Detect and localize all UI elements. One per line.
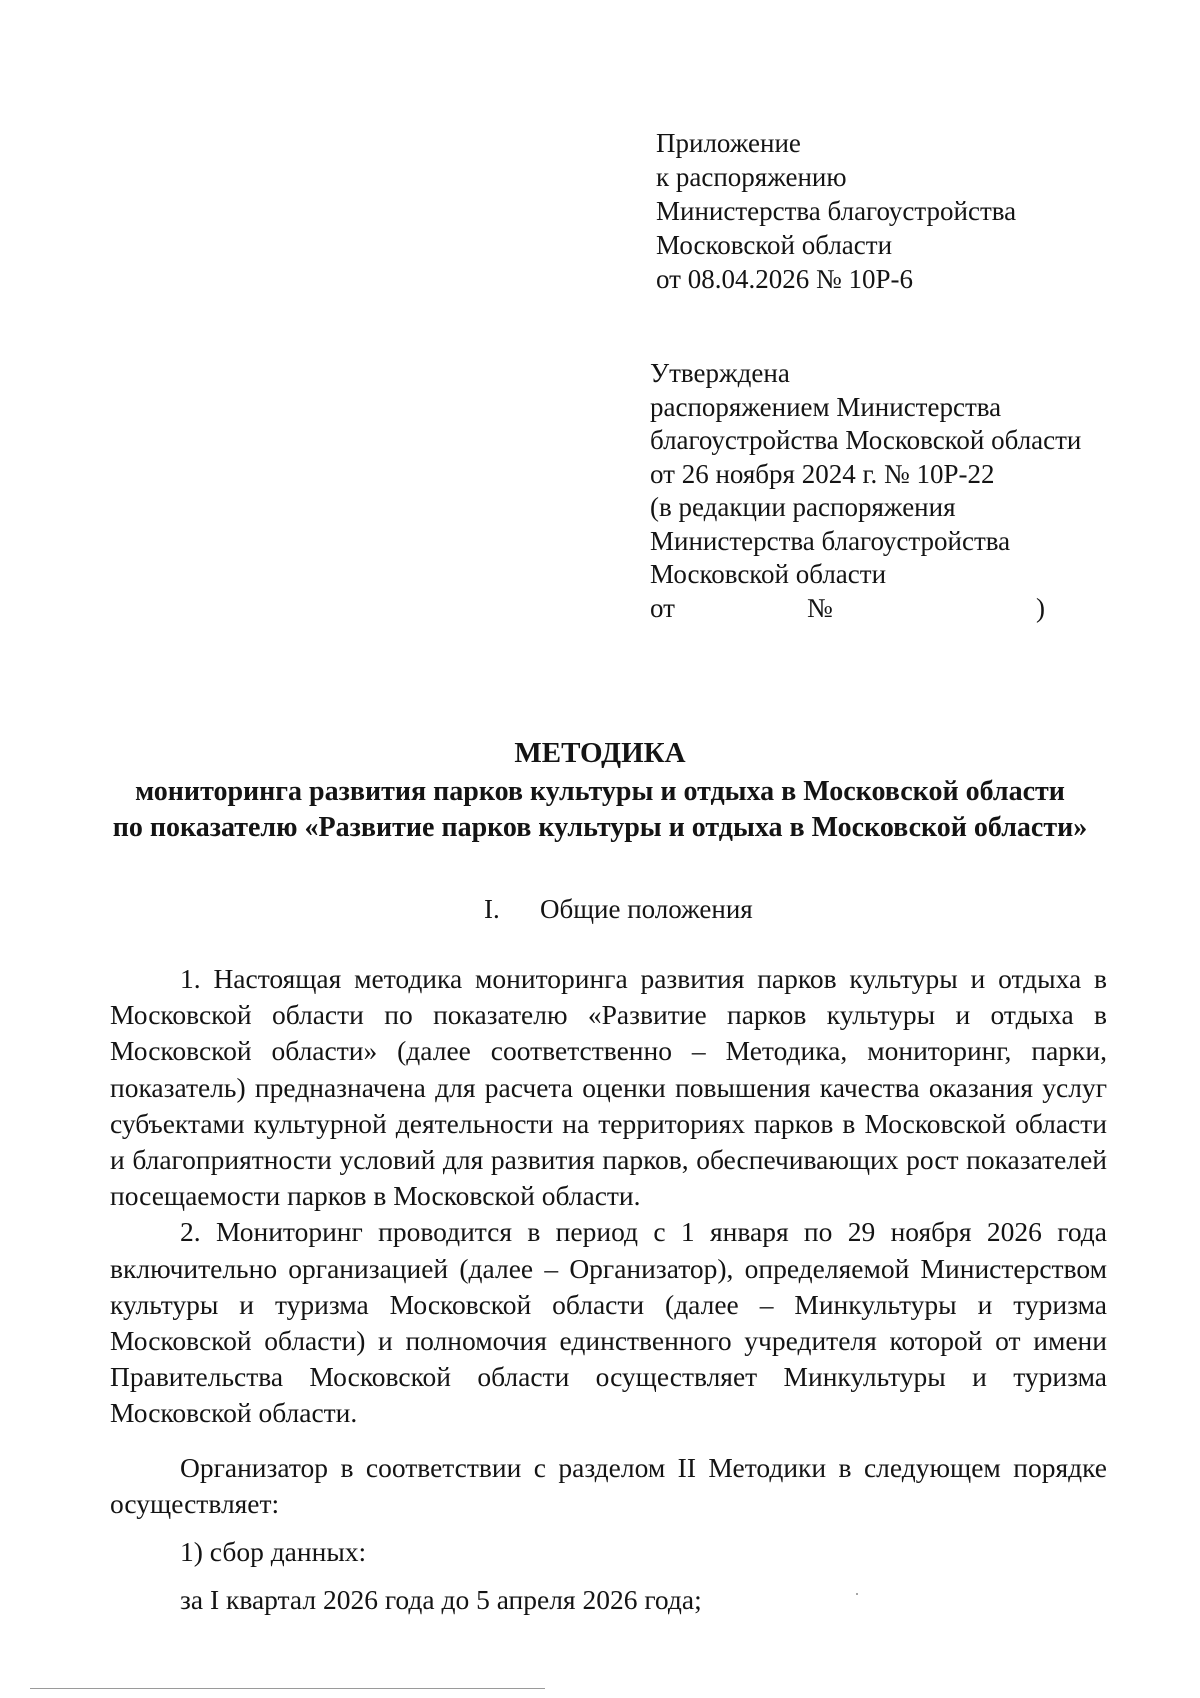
paragraph-3: Организатор в соответствии с разделом II Методики в следующем порядке осуществляет: bbox=[110, 1451, 1107, 1519]
approval-number-label: № bbox=[807, 592, 833, 623]
document-title: МЕТОДИКА bbox=[514, 737, 686, 769]
section-number: I. bbox=[484, 894, 500, 924]
approval-line: Министерства благоустройства bbox=[650, 525, 1011, 556]
approval-line: распоряжением Министерства bbox=[650, 391, 1002, 422]
appendix-line: от 08.04.2026 № 10Р-6 bbox=[656, 264, 913, 294]
approval-line: благоустройства Московской области bbox=[650, 425, 1082, 455]
approval-line: Московской области bbox=[650, 559, 887, 589]
appendix-line: к распоряжению bbox=[656, 162, 847, 192]
footer-rule bbox=[30, 1688, 545, 1689]
paragraph-1: 1. Настоящая методика мониторинга развития парков культуры и отдыха в Московской области по показателю «Развитие парков культуры и отдыха в Московской области» (далее соответственно – Методика, мониторинг, парки, показатель) предназначена для расчета оценки повышения качества оказания услуг субъектами культурной деятельности на территориях парков в Московской области и благоприятности условий для развития парков, обеспечивающих рост показателей посещаемости парков в Московской области. bbox=[110, 963, 1107, 1212]
approval-block bbox=[650, 357, 1081, 626]
document-subtitle-line-2: по показателю «Развитие парков культуры и отдыха в Московской области» bbox=[112, 812, 1088, 843]
approval-ot-label: от bbox=[650, 592, 675, 623]
list-item: за I квартал 2026 года до 5 апреля 2026 года; bbox=[180, 1584, 702, 1616]
approval-closing-paren: ) bbox=[1036, 592, 1045, 623]
approval-line: от 26 ноября 2024 г. № 10Р-22 bbox=[650, 458, 995, 489]
approval-line: Утверждена bbox=[650, 358, 790, 388]
list-item: 1) сбор данных: bbox=[180, 1536, 367, 1568]
scan-speck bbox=[856, 1593, 858, 1595]
document-body bbox=[110, 961, 1107, 1618]
approval-line: (в редакции распоряжения bbox=[650, 492, 956, 522]
paragraph-2: 2. Мониторинг проводится в период с 1 января по 29 ноября 2026 года включительно организацией (далее – Организатор), определяемой Министерством культуры и туризма Московской области (далее – Минкультуры и туризма Московской области) и полномочия единственного учредителя которой от имени Правительства Московской области осуществляет Минкультуры и туризма Московской области. bbox=[110, 1216, 1107, 1429]
appendix-line: Приложение bbox=[656, 128, 801, 158]
document-subtitle-line-1: мониторинга развития парков культуры и отдыха в Московской области bbox=[135, 776, 1065, 807]
appendix-block bbox=[656, 126, 1016, 296]
appendix-line: Министерства благоустройства bbox=[656, 196, 1017, 226]
approval-date-line bbox=[650, 592, 1081, 626]
appendix-line: Московской области bbox=[656, 230, 893, 260]
section-name: Общие положения bbox=[540, 894, 753, 924]
